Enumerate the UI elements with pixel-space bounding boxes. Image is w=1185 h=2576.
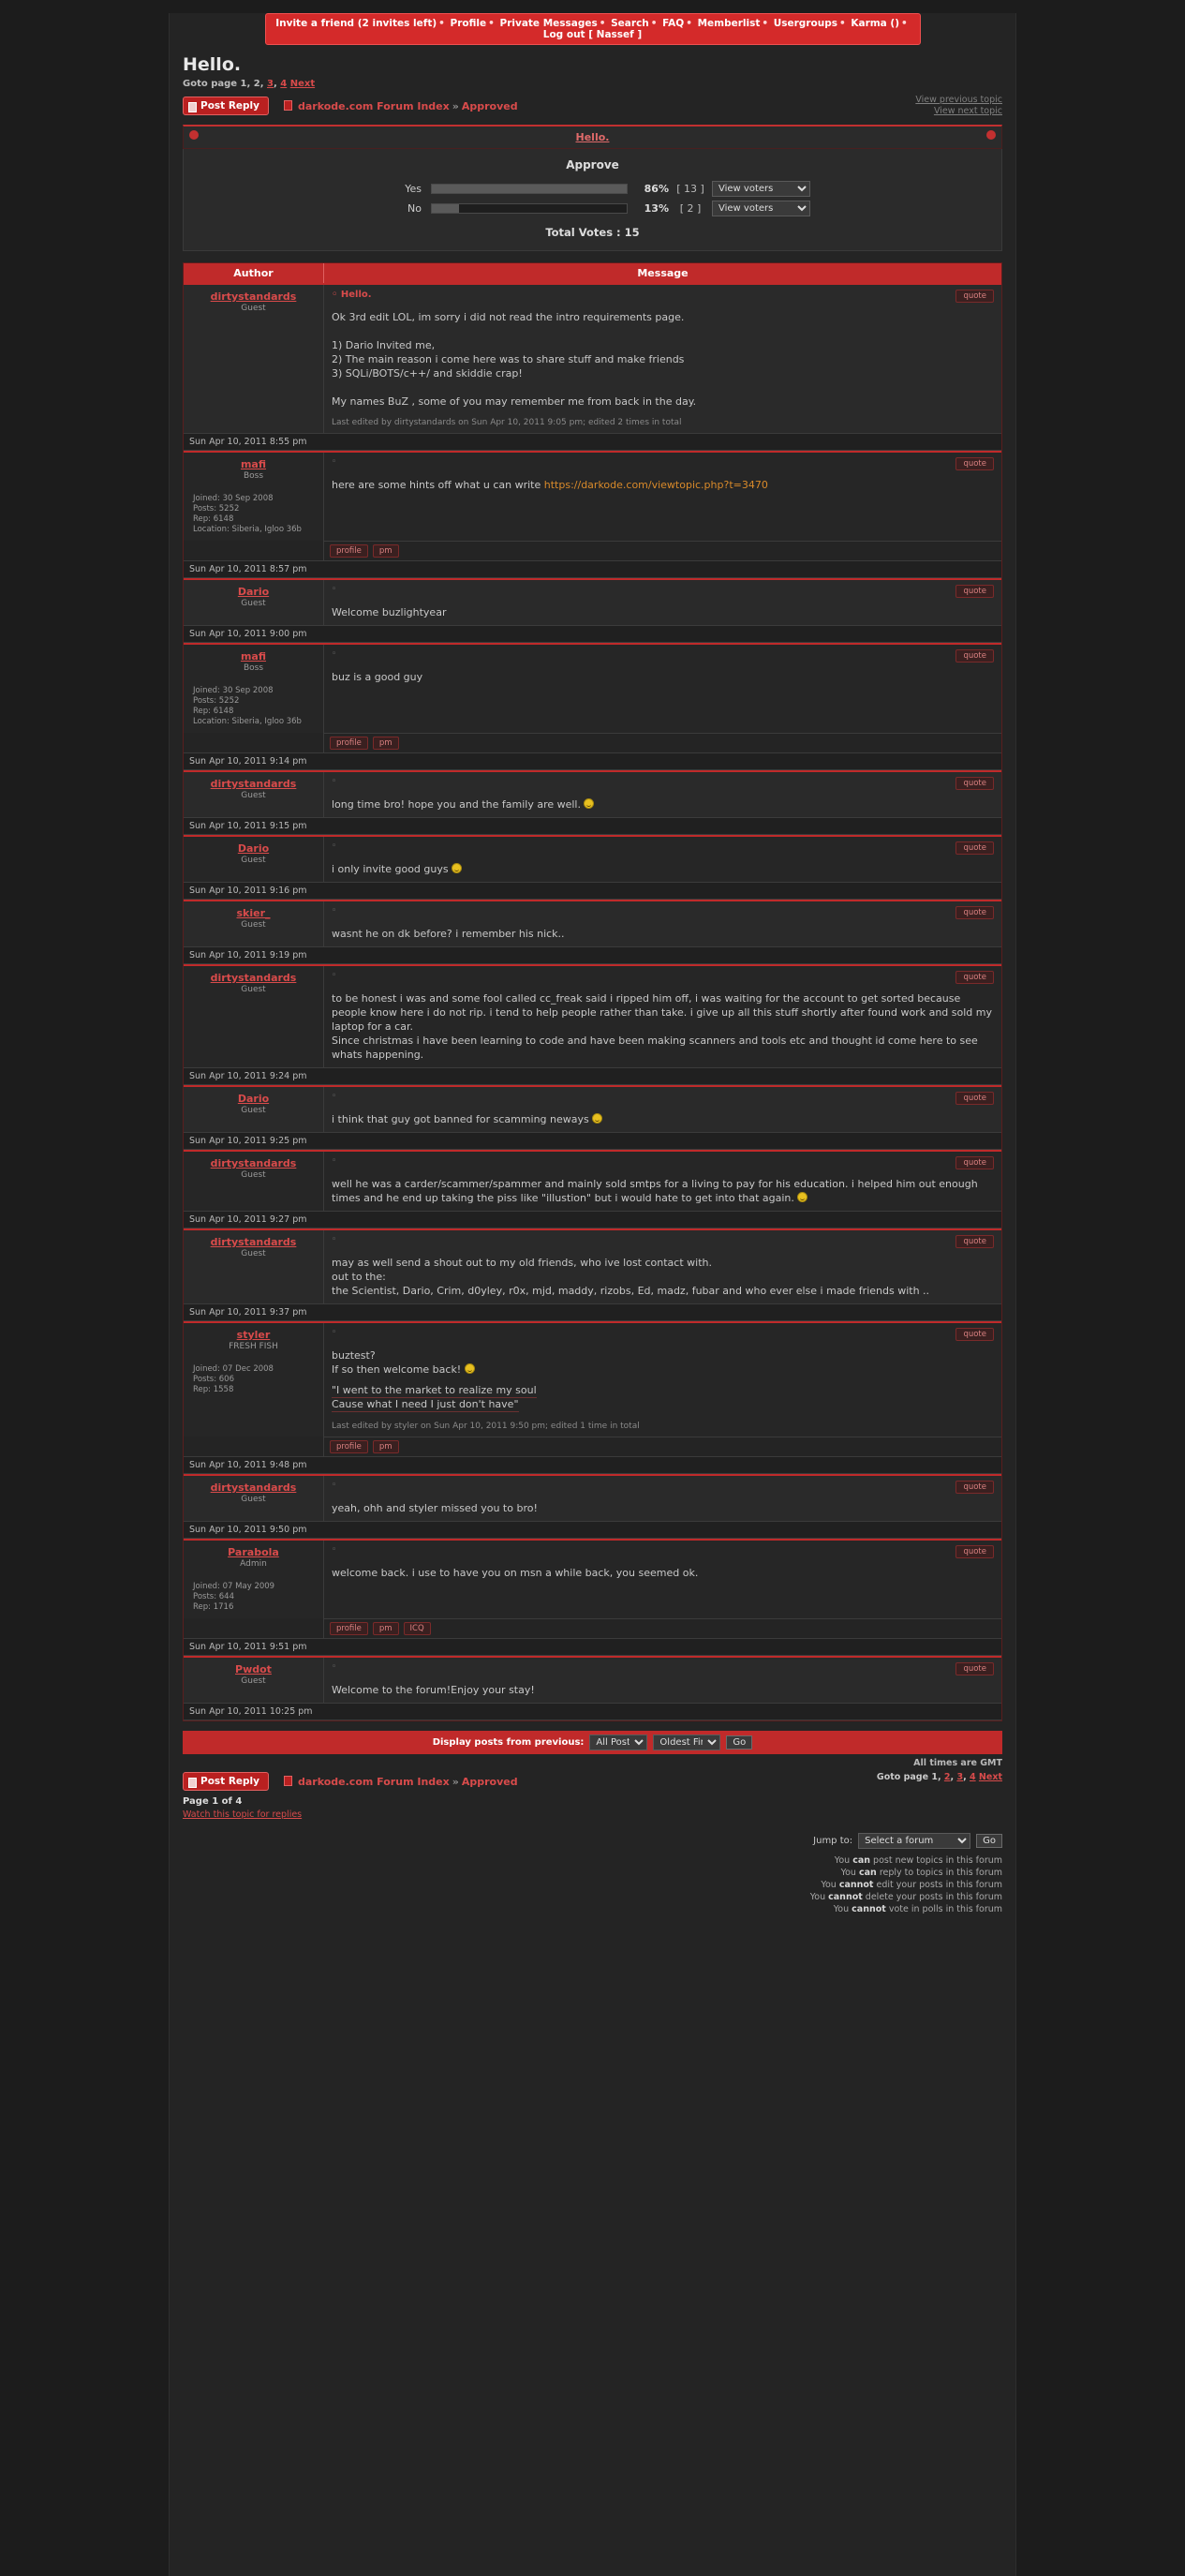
- post-footer-spacer: [184, 733, 324, 752]
- post-footer-buttons: [324, 1618, 1001, 1638]
- post-subject: ◦: [332, 585, 337, 594]
- post-message-header: [332, 1092, 994, 1105]
- post-author-meta-line: Rep: 6148: [193, 514, 234, 524]
- quote-button[interactable]: quote: [955, 971, 994, 984]
- post-message-cell: [324, 837, 1001, 882]
- post-message-cell: [324, 1230, 1001, 1303]
- post-message-header: [332, 906, 994, 919]
- post-author-meta-line: Posts: 5252: [193, 504, 240, 514]
- post-message-cell: [324, 285, 1001, 433]
- post-body: Welcome buzlightyear: [332, 606, 447, 618]
- quote-button[interactable]: quote: [955, 841, 994, 855]
- forum-icon-bottom: [284, 1776, 292, 1786]
- breadcrumb-top: [284, 100, 518, 112]
- topic-title-link[interactable]: Hello.: [575, 131, 610, 143]
- post-profile-button[interactable]: profile: [330, 544, 368, 558]
- post-timestamp: Sun Apr 10, 2011 10:25 pm: [184, 1703, 1001, 1720]
- page-count-label: Page 1 of 4: [183, 1796, 243, 1807]
- post-footer-row: [184, 1437, 1001, 1456]
- post-author-rank: Admin: [240, 1559, 267, 1569]
- post-reply-button-bottom[interactable]: Post Reply: [183, 1772, 269, 1791]
- post-timestamp: Sun Apr 10, 2011 9:25 pm: [184, 1132, 1001, 1150]
- post-footer-row: [184, 1618, 1001, 1638]
- quote-button[interactable]: quote: [955, 1328, 994, 1341]
- quote-button[interactable]: quote: [955, 585, 994, 598]
- post-author-name[interactable]: dirtystandards: [210, 778, 297, 790]
- nav-item-logout[interactable]: Log out [ Nassef ]: [542, 29, 643, 40]
- post-author-cell: [184, 1152, 324, 1211]
- breadcrumb-index-bottom[interactable]: darkode.com Forum Index: [298, 1775, 450, 1788]
- post-row: [184, 1085, 1001, 1132]
- page-link-bottom-4[interactable]: 4: [969, 1772, 976, 1782]
- post-message-header: [332, 971, 994, 984]
- post-subject: ◦: [332, 971, 337, 980]
- smile-icon: [584, 798, 594, 809]
- forum-jump-go-button[interactable]: Go: [976, 1834, 1002, 1848]
- post-author-meta-line: Posts: 644: [193, 1592, 235, 1601]
- nav-item-private-messages[interactable]: Private Messages: [499, 18, 598, 29]
- post-row: [184, 1321, 1001, 1437]
- smile-icon: [452, 863, 462, 873]
- post-edited-note: Last edited by dirtystandards on Sun Apr 10, 2011 9:05 pm; edited 2 times in total: [332, 418, 682, 427]
- post-author-cell: [184, 580, 324, 625]
- post-subject: ◦: [332, 649, 337, 659]
- post-message-header: [332, 1328, 994, 1341]
- goto-page-label: Goto page 1,: [183, 79, 251, 89]
- post-row: [184, 283, 1001, 433]
- poll-bar-no: [431, 203, 628, 214]
- post-author-cell: [184, 1230, 324, 1303]
- nav-item-karma[interactable]: Karma (): [851, 18, 900, 29]
- post-timestamp: Sun Apr 10, 2011 9:24 pm: [184, 1067, 1001, 1085]
- post-message-cell: [324, 1087, 1001, 1132]
- post-body-link[interactable]: https://darkode.com/viewtopic.php?t=3470: [543, 479, 768, 491]
- post-footer-spacer: [184, 1437, 324, 1456]
- page-link-bottom-next[interactable]: Next: [978, 1772, 1002, 1782]
- post-author-cell: [184, 772, 324, 817]
- post-author-meta: [187, 494, 319, 535]
- post-body: here are some hints off what u can write https://darkode.com/viewtopic.php?t=3470: [332, 479, 768, 491]
- post-author-name[interactable]: dirtystandards: [210, 972, 297, 984]
- post-author-meta: [187, 1364, 319, 1395]
- post-subject: ◦: [332, 777, 337, 786]
- breadcrumb-forum[interactable]: Approved: [461, 99, 518, 112]
- post-message-cell: [324, 772, 1001, 817]
- posts-table-header: [184, 263, 1001, 283]
- post-row: [184, 1150, 1001, 1211]
- post-message-cell: [324, 966, 1001, 1067]
- quote-button[interactable]: quote: [955, 777, 994, 790]
- post-icq-button[interactable]: ICQ: [404, 1622, 431, 1635]
- quote-button[interactable]: quote: [955, 1235, 994, 1248]
- post-body: yeah, ohh and styler missed you to bro!: [332, 1502, 538, 1514]
- post-message-header: [332, 1235, 994, 1248]
- post-message-header: [332, 457, 994, 470]
- watch-topic-row: [170, 1807, 1015, 1820]
- post-author-cell: [184, 1476, 324, 1521]
- posts-table: [183, 262, 1002, 1721]
- post-subject: ◦: [332, 1481, 337, 1490]
- post-subject: ◦: [332, 841, 337, 851]
- post-author-rank: Guest: [241, 985, 266, 994]
- post-timestamp: Sun Apr 10, 2011 9:50 pm: [184, 1521, 1001, 1539]
- post-body: well he was a carder/scammer/spammer and mainly sold smtps for a living to pay for his education. i helped him out enough times and he end up taking the piss like "illustion" but i would hate to get into that again.: [332, 1178, 978, 1204]
- post-body: welcome back. i use to have you on msn a while back, you seemed ok.: [332, 1567, 699, 1579]
- post-message-header: [332, 290, 994, 303]
- post-author-meta-line: Location: Siberia, Igloo 36b: [193, 717, 302, 726]
- post-author-rank: Boss: [243, 663, 264, 673]
- forum-jump-select[interactable]: [858, 1833, 970, 1849]
- post-footer-spacer: [184, 541, 324, 560]
- post-author-name[interactable]: dirtystandards: [210, 1157, 297, 1169]
- forum-jump-box: [183, 1833, 1002, 1849]
- post-author-rank: Guest: [241, 599, 266, 608]
- breadcrumb-forum-bottom[interactable]: Approved: [461, 1775, 518, 1788]
- post-body: to be honest i was and some fool called cc_freak said i ripped him off, i was waiting for the account to get sorted because people know here i do not rip. i tend to help people rather than take. i give up all this stuff shortly after found work and sold my laptop for a car. Since christmas i have been learning to code and have been making scanners and tools etc and thought id come here to see whats happening.: [332, 992, 992, 1061]
- decoration-dot-right: [986, 130, 996, 140]
- post-row: [184, 1474, 1001, 1521]
- forum-icon: [284, 100, 292, 111]
- nav-item-search[interactable]: Search: [611, 18, 649, 29]
- post-timestamp: Sun Apr 10, 2011 9:27 pm: [184, 1211, 1001, 1228]
- post-message-header: [332, 841, 994, 855]
- post-author-rank: Guest: [241, 1495, 266, 1504]
- post-author-cell: [184, 1323, 324, 1437]
- post-message-header: [332, 649, 994, 663]
- post-pm-button[interactable]: pm: [373, 737, 399, 750]
- post-row: [184, 964, 1001, 1067]
- post-message-cell: [324, 580, 1001, 625]
- post-message-cell: [324, 1323, 1001, 1437]
- post-author-cell: [184, 901, 324, 946]
- post-subject: ◦: [332, 1662, 337, 1672]
- jump-to-label: Jump to:: [813, 1836, 853, 1846]
- decoration-dot-left: [189, 130, 199, 140]
- post-author-meta-line: Rep: 1558: [193, 1385, 234, 1394]
- breadcrumb-arrow: »: [452, 99, 459, 112]
- post-timestamp: Sun Apr 10, 2011 8:57 pm: [184, 560, 1001, 578]
- post-author-name[interactable]: Dario: [237, 842, 270, 855]
- post-body: i think that guy got banned for scamming neways: [332, 1112, 994, 1126]
- post-author-name[interactable]: Parabola: [228, 1546, 279, 1558]
- post-author-cell: [184, 1658, 324, 1703]
- post-message-header: [332, 1481, 994, 1494]
- permission-line: You can post new topics in this forum: [834, 1855, 1002, 1866]
- poll-option-label-yes: Yes: [405, 183, 422, 195]
- page-link-bottom-3[interactable]: 3: [956, 1772, 964, 1782]
- breadcrumb-index[interactable]: darkode.com Forum Index: [298, 99, 450, 112]
- post-timestamp: Sun Apr 10, 2011 9:19 pm: [184, 946, 1001, 964]
- post-author-name[interactable]: mafi: [240, 458, 267, 470]
- permission-line: You can reply to topics in this forum: [840, 1868, 1002, 1878]
- post-author-meta-line: Rep: 1716: [193, 1602, 234, 1612]
- post-author-meta-line: Joined: 30 Sep 2008: [193, 686, 274, 695]
- nav-item-usergroups[interactable]: Usergroups: [773, 18, 837, 29]
- post-author-rank: Guest: [241, 920, 266, 930]
- post-footer-spacer: [184, 1618, 324, 1638]
- poll-title: Approve: [566, 158, 619, 171]
- permission-line: You cannot vote in polls in this forum: [833, 1904, 1002, 1914]
- post-author-name[interactable]: skier_: [236, 907, 271, 919]
- post-timestamp: Sun Apr 10, 2011 8:55 pm: [184, 433, 1001, 451]
- post-timestamp: Sun Apr 10, 2011 9:15 pm: [184, 817, 1001, 835]
- view-previous-topic-link[interactable]: View previous topic: [915, 95, 1002, 105]
- smile-icon: [592, 1113, 602, 1124]
- post-timestamp: Sun Apr 10, 2011 9:51 pm: [184, 1638, 1001, 1656]
- permission-line: You cannot edit your posts in this forum: [821, 1880, 1002, 1890]
- post-body: Welcome to the forum!Enjoy your stay!: [332, 1684, 535, 1696]
- post-pm-button[interactable]: pm: [373, 1440, 399, 1453]
- display-posts-label: Display posts from previous:: [432, 1737, 585, 1748]
- post-body: may as well send a shout out to my old friends, who ive lost contact with. out to the: the Scientist, Dario, Crim, d0yley, r0x, mjd, maddy, rizobs, Ed, madz, fubar and who ever else i made friends with ..: [332, 1257, 930, 1297]
- top-navigation: Invite a friend (2 invites left) • Profile • Private Messages • Search • FAQ • Memberlist • Usergroups • Karma () • Log out [ Nassef ]: [265, 13, 921, 45]
- post-pm-button[interactable]: pm: [373, 1622, 399, 1635]
- poll-row-yes: [184, 181, 1001, 197]
- goto-page-bottom-label: Goto page 1,: [876, 1772, 941, 1782]
- post-row: [184, 451, 1001, 541]
- view-next-topic-link[interactable]: View next topic: [933, 106, 1002, 116]
- goto-page-top: Goto page 1, 2, 3, 4 Next: [183, 79, 316, 89]
- goto-page-bottom: Goto page 1, 2, 3, 4 Next: [876, 1772, 1002, 1782]
- quote-button[interactable]: quote: [955, 290, 994, 303]
- post-subject: ◦: [332, 906, 337, 916]
- post-message-cell: [324, 645, 1001, 733]
- page-link-next[interactable]: Next: [289, 79, 316, 89]
- reply-toolbar-bottom: [170, 1768, 1015, 1791]
- nav-item-profile[interactable]: Profile: [450, 18, 487, 29]
- post-author-meta-line: Rep: 6148: [193, 707, 234, 716]
- post-footer-buttons: [324, 1437, 1001, 1456]
- post-author-rank: Boss: [243, 471, 264, 481]
- post-body: wasnt he on dk before? i remember his nick..: [332, 928, 565, 940]
- post-footer-buttons: [324, 541, 1001, 560]
- page-link-3[interactable]: 3: [267, 79, 274, 89]
- post-body: buz is a good guy: [332, 671, 423, 683]
- post-author-name[interactable]: styler: [236, 1329, 271, 1341]
- post-author-name[interactable]: dirtystandards: [210, 290, 297, 303]
- post-author-name[interactable]: Dario: [237, 1093, 270, 1105]
- post-author-meta-line: Posts: 5252: [193, 696, 240, 706]
- post-message-header: [332, 1662, 994, 1675]
- post-author-rank: Guest: [241, 1106, 266, 1115]
- post-row: [184, 770, 1001, 817]
- timezone-label: All times are GMT: [913, 1758, 1002, 1768]
- post-profile-button[interactable]: profile: [330, 1622, 368, 1635]
- page-link-bottom-2[interactable]: 2: [943, 1772, 951, 1782]
- post-message-cell: [324, 1152, 1001, 1211]
- quote-button[interactable]: quote: [955, 1481, 994, 1494]
- post-footer-buttons: [324, 733, 1001, 752]
- post-author-cell: [184, 966, 324, 1067]
- post-timestamp: Sun Apr 10, 2011 9:48 pm: [184, 1456, 1001, 1474]
- post-edited-note: Last edited by styler on Sun Apr 10, 2011 9:50 pm; edited 1 time in total: [332, 1422, 640, 1431]
- permission-line: You cannot delete your posts in this forum: [809, 1892, 1002, 1902]
- post-author-meta-line: Location: Siberia, Igloo 36b: [193, 525, 302, 534]
- post-message-cell: [324, 1476, 1001, 1521]
- poll-count-no: [ 2 ]: [679, 202, 702, 215]
- display-posts-go-button[interactable]: Go: [726, 1735, 752, 1750]
- post-author-meta-line: Joined: 07 Dec 2008: [193, 1364, 274, 1374]
- post-profile-button[interactable]: profile: [330, 1440, 368, 1453]
- breadcrumb-arrow-bottom: »: [452, 1775, 459, 1788]
- post-author-name[interactable]: Dario: [237, 586, 270, 598]
- post-message-cell: [324, 1541, 1001, 1618]
- poll-option-label-no: No: [407, 202, 422, 215]
- permissions-list: [183, 1854, 1002, 1915]
- poll-percent-yes: 86%: [644, 183, 669, 195]
- post-message-header: [332, 1156, 994, 1169]
- post-row: [184, 643, 1001, 733]
- post-author-cell: [184, 285, 324, 433]
- post-subject: ◦: [332, 1092, 337, 1101]
- post-subject: ◦: [332, 1328, 337, 1337]
- post-body: long time bro! hope you and the family are well.: [332, 797, 994, 812]
- breadcrumb-bottom: [284, 1776, 518, 1788]
- quote-line: "I went to the market to realize my soul: [332, 1384, 537, 1396]
- post-author-rank: Guest: [241, 856, 266, 865]
- column-header-message: Message: [637, 267, 689, 279]
- post-author-meta-line: Joined: 30 Sep 2008: [193, 494, 274, 503]
- quote-button[interactable]: quote: [955, 1662, 994, 1675]
- poll-bar-yes: [431, 184, 628, 194]
- post-author-rank: Guest: [241, 1676, 266, 1686]
- nav-item-invite[interactable]: Invite a friend (2 invites left): [275, 18, 437, 29]
- display-posts-select[interactable]: [589, 1735, 647, 1750]
- post-author-rank: Guest: [241, 791, 266, 800]
- post-author-name[interactable]: dirtystandards: [210, 1482, 297, 1494]
- post-author-rank: FRESH FISH: [229, 1342, 278, 1351]
- quote-button[interactable]: quote: [955, 1545, 994, 1558]
- view-voters-select-no[interactable]: [712, 201, 810, 216]
- quote-button[interactable]: quote: [955, 1092, 994, 1105]
- topic-nav-links: [915, 95, 1002, 117]
- post-row: [184, 900, 1001, 946]
- poll-row-no: [184, 201, 1001, 216]
- smile-icon: [465, 1363, 475, 1374]
- post-row: [184, 578, 1001, 625]
- quote-button[interactable]: quote: [955, 1156, 994, 1169]
- post-author-rank: Guest: [241, 304, 266, 313]
- post-body: i only invite good guys: [332, 862, 994, 876]
- post-author-meta-line: Joined: 07 May 2009: [193, 1582, 275, 1591]
- post-author-name[interactable]: dirtystandards: [210, 1236, 297, 1248]
- post-timestamp: Sun Apr 10, 2011 9:00 pm: [184, 625, 1001, 643]
- post-subject: ◦: [332, 457, 337, 467]
- post-author-name[interactable]: mafi: [240, 650, 267, 663]
- page-link-4[interactable]: 4: [280, 79, 288, 89]
- post-author-cell: [184, 645, 324, 733]
- poll-total-votes: Total Votes : 15: [545, 226, 640, 239]
- post-author-meta: [187, 1582, 319, 1613]
- nav-item-memberlist[interactable]: Memberlist: [697, 18, 761, 29]
- post-message-header: [332, 1545, 994, 1558]
- post-author-cell: [184, 453, 324, 541]
- post-body: buztest? If so then welcome back!: [332, 1348, 994, 1377]
- smile-icon: [797, 1192, 807, 1202]
- post-message-cell: [324, 1658, 1001, 1703]
- post-subject: ◦: [332, 1156, 337, 1166]
- post-footer-row: [184, 541, 1001, 560]
- poll-box: [183, 149, 1002, 251]
- post-message-header: [332, 777, 994, 790]
- reply-toolbar-top: [170, 91, 1015, 119]
- post-row: [184, 1228, 1001, 1303]
- page-title: Hello.: [183, 54, 242, 75]
- quote-button[interactable]: quote: [955, 906, 994, 919]
- sort-order-select[interactable]: [653, 1735, 720, 1750]
- post-subject: ◦: [332, 1545, 337, 1555]
- forum-container: [169, 13, 1016, 2576]
- display-posts-bar: [183, 1731, 1002, 1754]
- post-author-meta-line: Posts: 606: [193, 1375, 235, 1384]
- post-subject: ◦: [332, 1235, 337, 1244]
- post-subject: ◦ Hello.: [332, 290, 372, 300]
- post-author-rank: Guest: [241, 1170, 266, 1180]
- post-author-cell: [184, 1541, 324, 1618]
- post-author-rank: Guest: [241, 1249, 266, 1258]
- post-signature-quote: [332, 1384, 994, 1412]
- post-pm-button[interactable]: pm: [373, 544, 399, 558]
- post-row: [184, 835, 1001, 882]
- quote-line: Cause what I need I just don't have": [332, 1398, 519, 1410]
- post-footer-row: [184, 733, 1001, 752]
- post-author-cell: [184, 1087, 324, 1132]
- quote-button[interactable]: quote: [955, 457, 994, 470]
- view-voters-select-yes[interactable]: [712, 181, 810, 197]
- post-author-meta: [187, 686, 319, 727]
- post-author-cell: [184, 837, 324, 882]
- post-message-header: [332, 585, 994, 598]
- post-row: [184, 1656, 1001, 1703]
- watch-topic-link[interactable]: Watch this topic for replies: [183, 1809, 303, 1820]
- post-author-name[interactable]: Pwdot: [235, 1663, 272, 1675]
- post-row: [184, 1539, 1001, 1618]
- post-message-cell: [324, 453, 1001, 541]
- post-timestamp: Sun Apr 10, 2011 9:16 pm: [184, 882, 1001, 900]
- column-header-author: Author: [184, 263, 324, 283]
- post-message-cell: [324, 901, 1001, 946]
- poll-percent-no: 13%: [644, 202, 669, 215]
- topic-title-band: [183, 125, 1002, 149]
- quote-button[interactable]: quote: [955, 649, 994, 663]
- poll-count-yes: [ 13 ]: [676, 183, 704, 195]
- post-timestamp: Sun Apr 10, 2011 9:37 pm: [184, 1303, 1001, 1321]
- nav-item-faq[interactable]: FAQ: [662, 18, 685, 29]
- page-root: [0, 13, 1185, 2576]
- post-profile-button[interactable]: profile: [330, 737, 368, 750]
- post-body: Ok 3rd edit LOL, im sorry i did not read the intro requirements page. 1) Dario Invited me, 2) The main reason i come here was to share stuff and make friends 3) SQLi/BOTS/c++/ and skiddie crap! My names BuZ , some of you may remember me from back in the day.: [332, 311, 697, 408]
- topic-header: [170, 45, 1015, 91]
- page-link-2[interactable]: 2: [253, 79, 260, 89]
- post-timestamp: Sun Apr 10, 2011 9:14 pm: [184, 752, 1001, 770]
- post-reply-button-top[interactable]: Post Reply: [183, 97, 269, 115]
